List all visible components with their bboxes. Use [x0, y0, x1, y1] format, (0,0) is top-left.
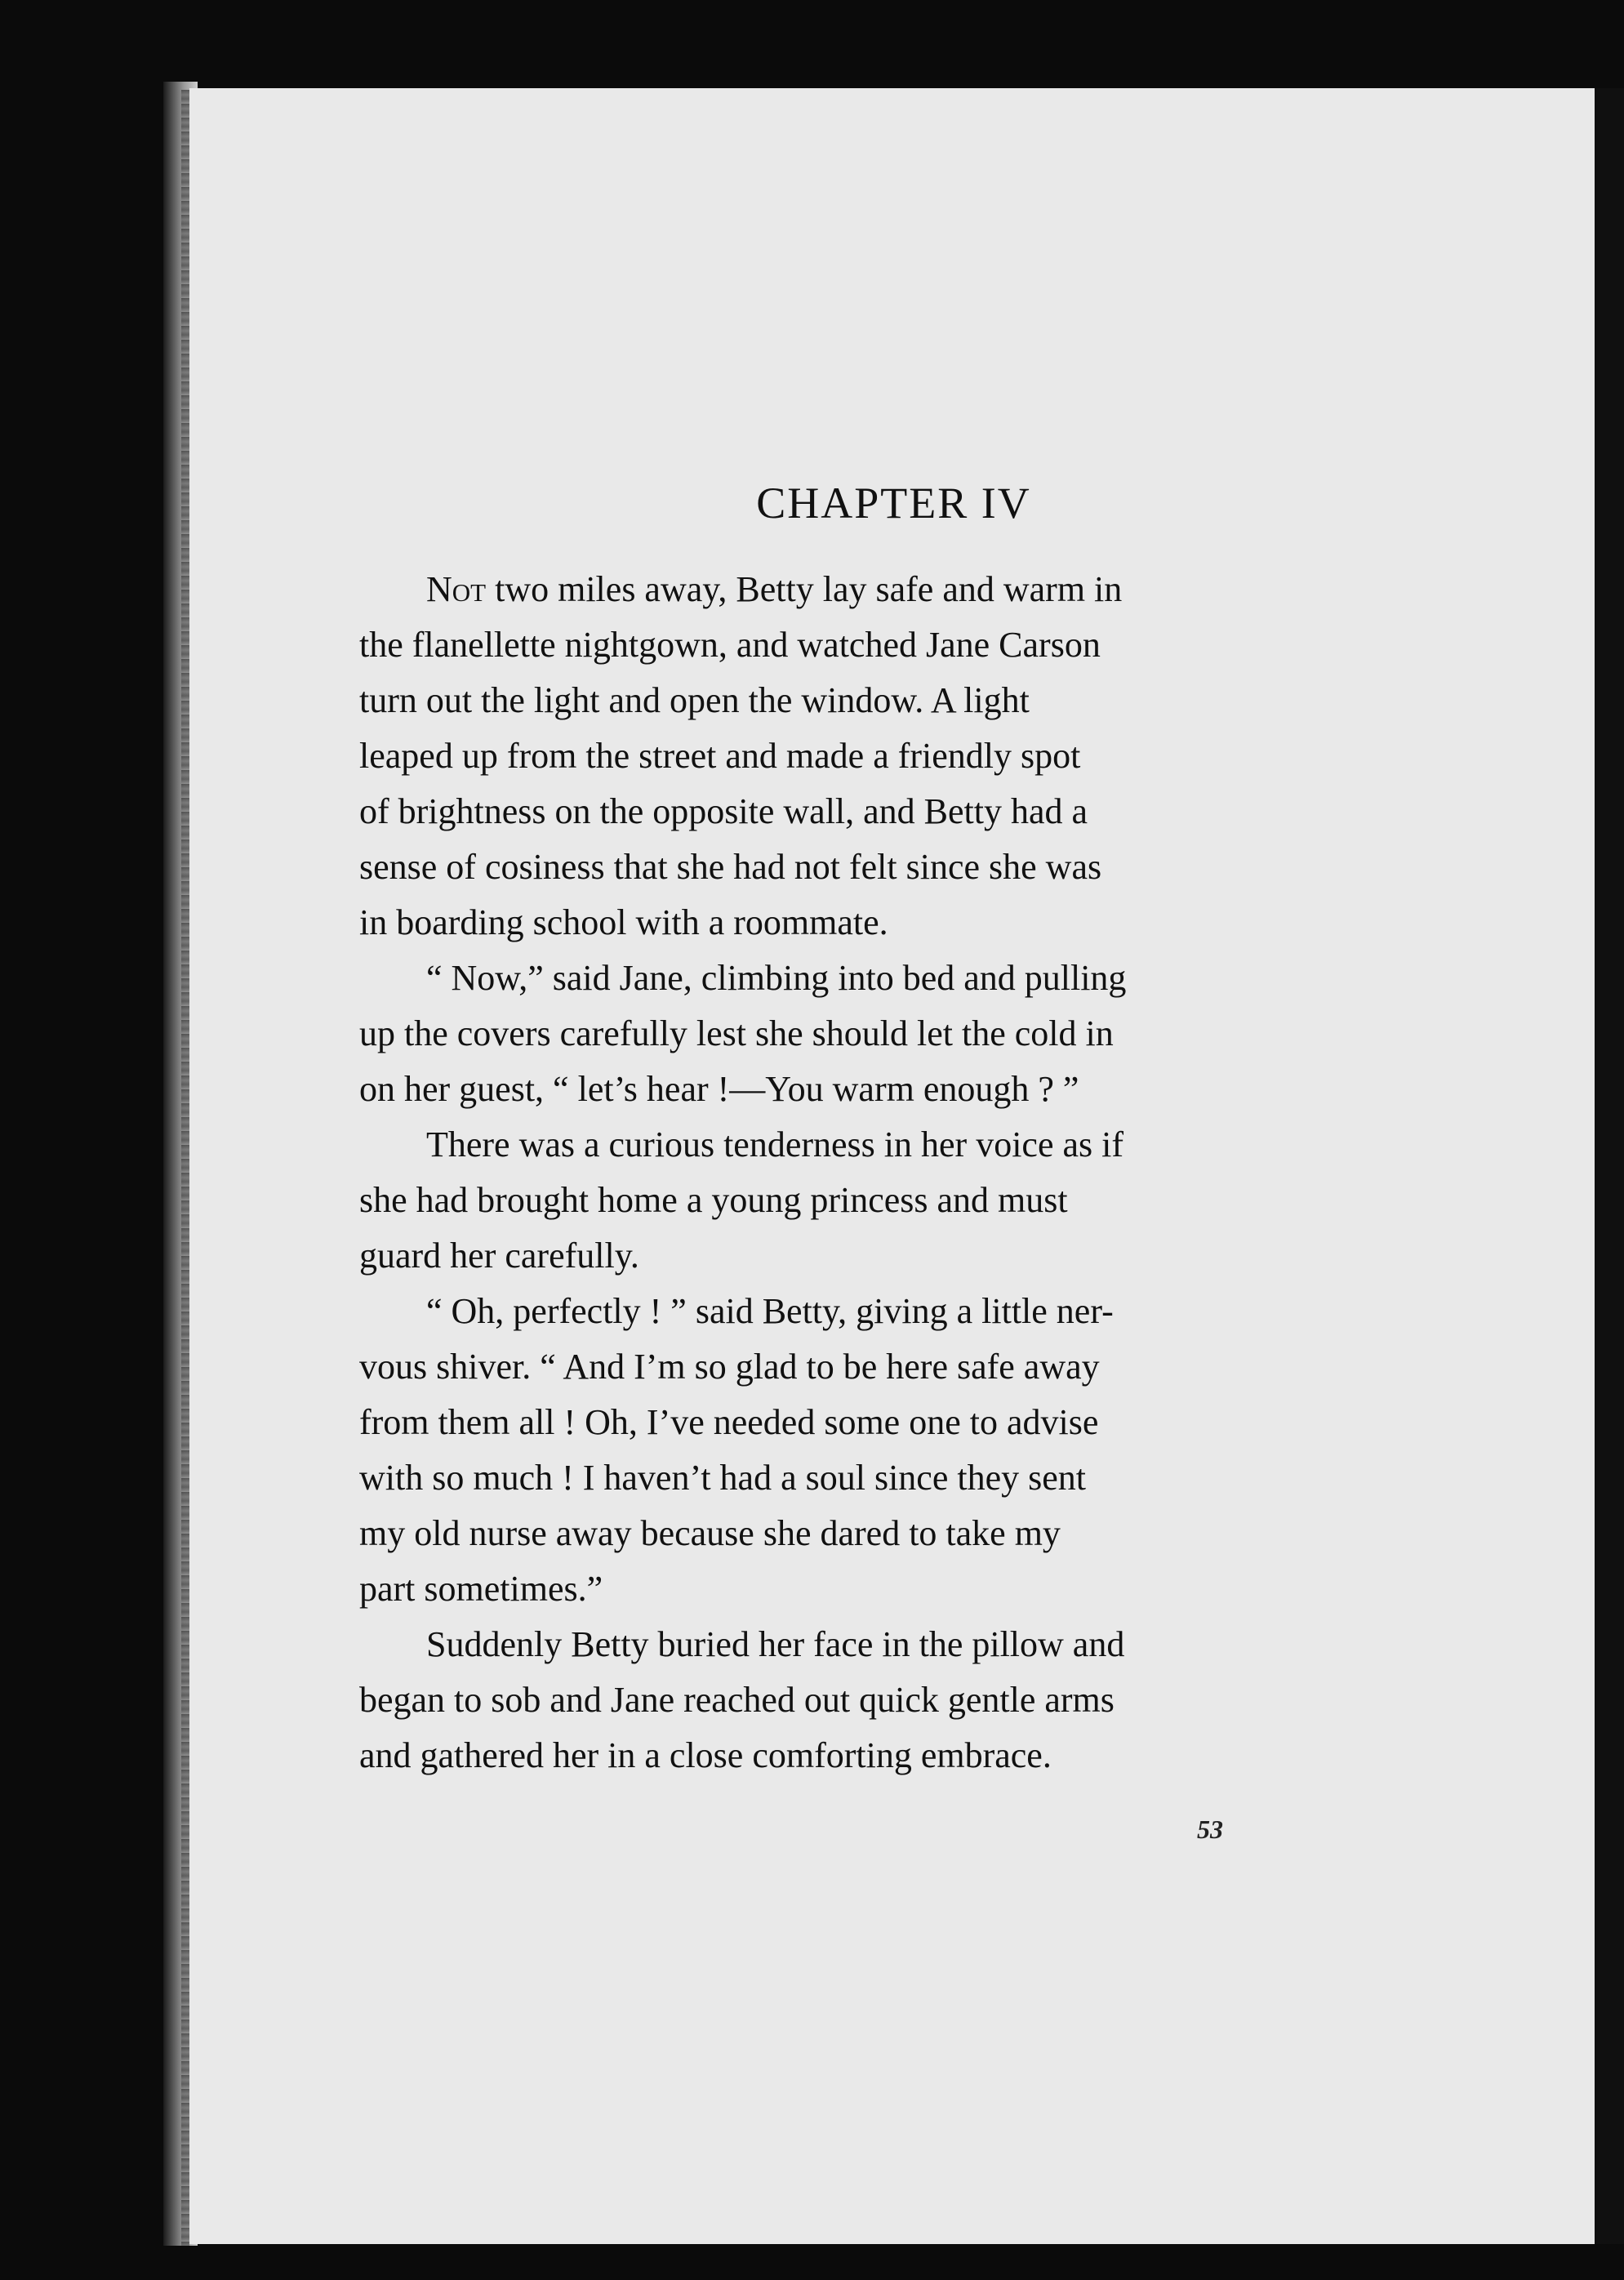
- text-line: sense of cosiness that she had not felt since she was: [359, 847, 1102, 887]
- text-line: and gathered her in a close comforting embrace.: [359, 1735, 1052, 1775]
- paragraph-5: [359, 1617, 1331, 1783]
- drop-lead-word: Not: [426, 569, 487, 609]
- text-line: began to sob and Jane reached out quick gentle arms: [359, 1680, 1115, 1720]
- text-line: There was a curious tenderness in her voice as if: [426, 1124, 1124, 1164]
- page-number: 53: [1197, 1815, 1223, 1844]
- chapter-title: CHAPTER IV: [756, 479, 1031, 528]
- text-line: of brightness on the opposite wall, and Betty had a: [359, 791, 1088, 831]
- text-line: turn out the light and open the window. A light: [359, 680, 1030, 720]
- text-line: from them all ! Oh, I’ve needed some one to advise: [359, 1402, 1099, 1442]
- text-line: Suddenly Betty buried her face in the pillow and: [426, 1624, 1125, 1664]
- text-line: guard her carefully.: [359, 1236, 639, 1276]
- text-line: “ Now,” said Jane, climbing into bed and pulling: [426, 958, 1127, 998]
- text-line: up the covers carefully lest she should let the cold in: [359, 1013, 1114, 1053]
- text-line: part sometimes.”: [359, 1569, 603, 1609]
- text-line: with so much ! I haven’t had a soul since they sent: [359, 1458, 1086, 1498]
- text-line: “ Oh, perfectly ! ” said Betty, giving a little ner-: [426, 1291, 1114, 1331]
- text-line: she had brought home a young princess and must: [359, 1180, 1068, 1220]
- text-line: on her guest, “ let’s hear !—You warm enough ? ”: [359, 1069, 1079, 1109]
- chapter-body: [359, 562, 1331, 1783]
- text-line: Not two miles away, Betty lay safe and warm in: [426, 569, 1123, 609]
- text-line: the flanellette nightgown, and watched Jane Carson: [359, 625, 1101, 665]
- text-line: vous shiver. “ And I’m so glad to be here safe away: [359, 1347, 1100, 1387]
- text-line: leaped up from the street and made a friendly spot: [359, 736, 1081, 776]
- paragraph-1: [359, 562, 1331, 951]
- spine-shadow: [181, 90, 189, 2246]
- paragraph-2: [359, 951, 1331, 1117]
- paragraph-4: [359, 1284, 1331, 1617]
- text-line: in boarding school with a roommate.: [359, 902, 888, 942]
- paragraph-3: [359, 1117, 1331, 1284]
- page-right-edge: [1595, 88, 1624, 2244]
- text-line: my old nurse away because she dared to take my: [359, 1513, 1061, 1553]
